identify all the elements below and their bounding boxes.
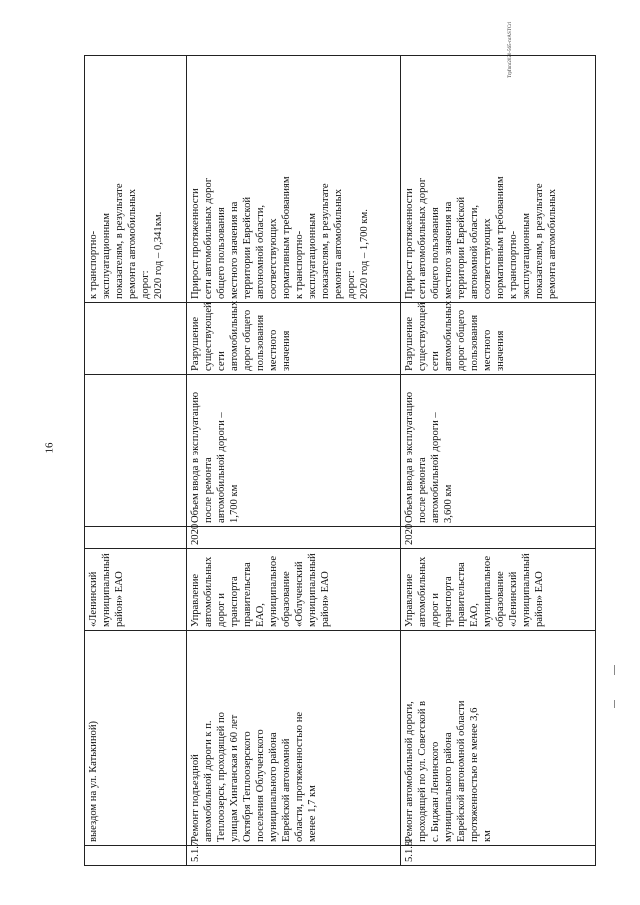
cell-responsible: Управление автомобильных дорог и транспорта правительства ЕАО, муниципальное образование «Ленинский муниципальный район» ЕАО: [401, 549, 596, 631]
rotated-table-stage: [84, 56, 595, 866]
footer-stamp: Trpfnnr2020-565-nrASTCrl: [508, 21, 513, 78]
cell-risk: Разрушение существующей сети автомобильных дорог общего пользования местного значения: [187, 303, 401, 375]
cell-indicator: Объем ввода в эксплуатацию после ремонта автомобильной дороги – 3,600 км: [401, 375, 596, 527]
cell-indicator: [85, 375, 187, 527]
cell-activity-name: выездом на ул. Катькиной): [85, 631, 187, 846]
cell-activity-name: Ремонт автомобильной дороги, проходящей по ул. Советской в с. Биджан Ленинского муниципального района Еврейской автономной области протяженностью не менее 3,6 км: [401, 631, 596, 846]
cell-year: 2020: [401, 527, 596, 549]
scan-mark: [614, 665, 615, 675]
program-table: [84, 55, 596, 866]
cell-number: 5.1.7: [187, 846, 401, 866]
cell-number: 5.1.8: [401, 846, 596, 866]
cell-responsible: «Ленинский муниципальный район» ЕАО: [85, 549, 187, 631]
cell-result: Прирост протяженности сети автомобильных дорог общего пользования местного значения на территории Еврейской автономной области, соответствующих нормативным требованиям к транспортно- эксплуатационным показателям, в результате ремонта автомобильных дорог: 2020 год – 1,700 км.: [187, 56, 401, 303]
cell-result: к транспортно- эксплуатационным показателям, в результате ремонта автомобильных дорог: 2020 год – 0,341км.: [85, 56, 187, 303]
cell-number: [85, 846, 187, 866]
table-row: [85, 56, 187, 866]
page-number: 16: [43, 442, 56, 454]
scan-mark: [614, 700, 615, 708]
cell-year: 2020: [187, 527, 401, 549]
cell-risk: [85, 303, 187, 375]
cell-risk: Разрушение существующей сети автомобильных дорог общего пользования местного значения: [401, 303, 596, 375]
cell-indicator: Объем ввода в эксплуатацию после ремонта автомобильной дороги – 1,700 км: [187, 375, 401, 527]
cell-year: [85, 527, 187, 549]
cell-responsible: Управление автомобильных дорог и транспорта правительства ЕАО, муниципальное образование «Облученский муниципальный район» ЕАО: [187, 549, 401, 631]
table-row: [187, 56, 401, 866]
cell-result: Прирост протяженности сети автомобильных дорог общего пользования местного значения на территории Еврейской автономной области, соответствующих нормативным требованиям к транспортно- эксплуатационным показателям, в результате ремонта автомобильных: [401, 56, 596, 303]
table-row: [401, 56, 596, 866]
cell-activity-name: Ремонт подъездной автомобильной дороги к п. Теплоозерск, проходящей по улицам Хинганская и 60 лет Октября Теплоозерского поселения Облученского муниципального района Еврейской автономной области, протяженностью не менее 1,7 км: [187, 631, 401, 846]
